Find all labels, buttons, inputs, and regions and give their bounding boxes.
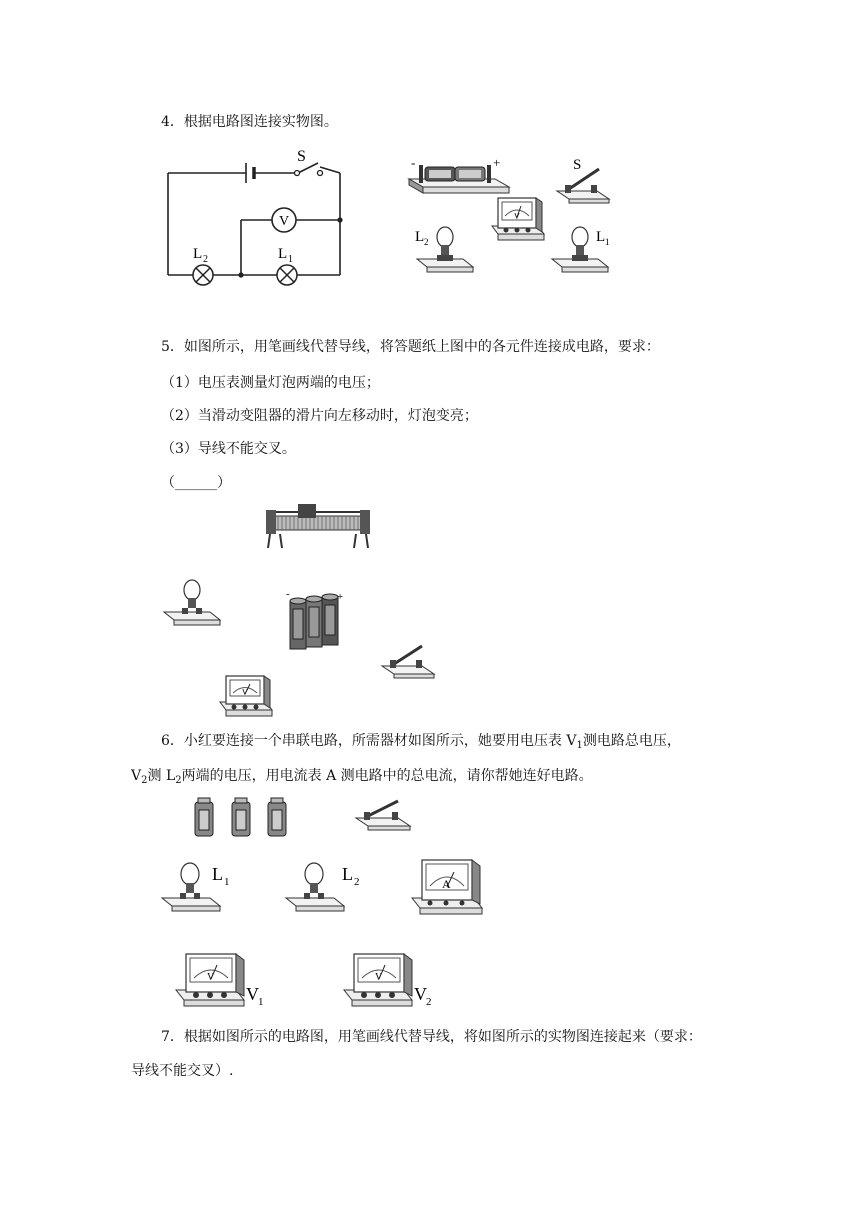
q6-switch (352, 798, 414, 834)
q6-v2-face: V (375, 972, 383, 983)
q6-lamp2-sub: 2 (354, 876, 360, 888)
q4-battery-neg: - (411, 155, 416, 170)
q6-batteries (190, 796, 300, 838)
q6-lamp1-label: L (212, 864, 223, 884)
q5-answer-blank: （______） (161, 475, 231, 491)
q5-rheostat (262, 500, 374, 552)
q4-voltmeter-label: V (278, 214, 290, 229)
q4-lamp1-label: L (278, 246, 288, 262)
q6-voltmeter-v2 (340, 950, 440, 1012)
q4-lamp1-component-sub: 1 (605, 237, 610, 247)
q4-lamp2-label: L (193, 246, 203, 262)
q6-lamp1 (158, 860, 248, 916)
q6-lamp2 (282, 860, 372, 916)
q4-battery-pos: + (493, 155, 501, 170)
q6-v1-label: V (246, 984, 259, 1004)
q6-v1-sub: 1 (258, 996, 264, 1008)
q4-switch (553, 155, 615, 205)
q4-switch-component-label: S (573, 157, 582, 173)
q4-lamp2 (413, 225, 479, 277)
q5-battery-pack (282, 587, 348, 655)
q6-ammeter (408, 856, 488, 920)
q4-lamp2-component-label: L (415, 229, 425, 245)
q6-lamp1-sub: 1 (224, 876, 230, 888)
q5-requirement-1: （1）电压表测量灯泡两端的电压； (161, 375, 380, 391)
q7-line-2: 导线不能交叉）. (131, 1063, 234, 1079)
q4-battery-holder (405, 155, 515, 197)
q5-battery-pos: + (337, 591, 344, 603)
q5-voltmeter-face: V (242, 688, 248, 697)
q6-v2-sub: 2 (426, 996, 432, 1008)
q5-text: 5．如图所示，用笔画线代替导线，将答题纸上图中的各元件连接成电路，要求： (161, 339, 660, 355)
q4-switch-label: S (297, 148, 306, 165)
q5-lamp (160, 578, 224, 628)
q5-requirement-2: （2）当滑动变阻器的滑片向左移动时，灯泡变亮； (161, 408, 478, 424)
q5-switch (378, 640, 438, 682)
q4-lamp1-sub: 1 (288, 254, 293, 265)
q6-line-1: 6．小红要连接一个串联电路，所需器材如图所示，她要用电压表 $V_1$测电路总电压， (161, 733, 681, 751)
q6-v1-face: V (207, 972, 215, 983)
q6-voltmeter-v1 (172, 950, 272, 1012)
q4-lamp2-component-sub: 2 (424, 237, 429, 247)
q6-v2-label: V (414, 984, 427, 1004)
q4-voltmeter (488, 192, 548, 244)
q6-ammeter-face: A (442, 877, 451, 891)
q4-text: 4．根据电路图连接实物图。 (161, 114, 338, 130)
q5-battery-neg: - (286, 588, 290, 600)
q4-lamp1-component-label: L (596, 229, 606, 245)
q4-lamp1 (548, 225, 618, 277)
q4-voltmeter-face: V (514, 212, 520, 221)
q5-voltmeter (216, 672, 276, 720)
q7-line-1: 7．根据如图所示的电路图，用笔画线代替导线，将如图所示的实物图连接起来（要求： (161, 1029, 702, 1045)
q4-lamp2-sub: 2 (203, 254, 208, 265)
q6-line-2: $V_2$测 $L_2$两端的电压，用电流表 A 测电路中的总电流，请你帮她连好电路。 (131, 768, 593, 786)
q4-circuit-diagram (160, 145, 350, 290)
q6-lamp2-label: L (342, 864, 353, 884)
q5-requirement-3: （3）导线不能交叉。 (161, 441, 296, 457)
